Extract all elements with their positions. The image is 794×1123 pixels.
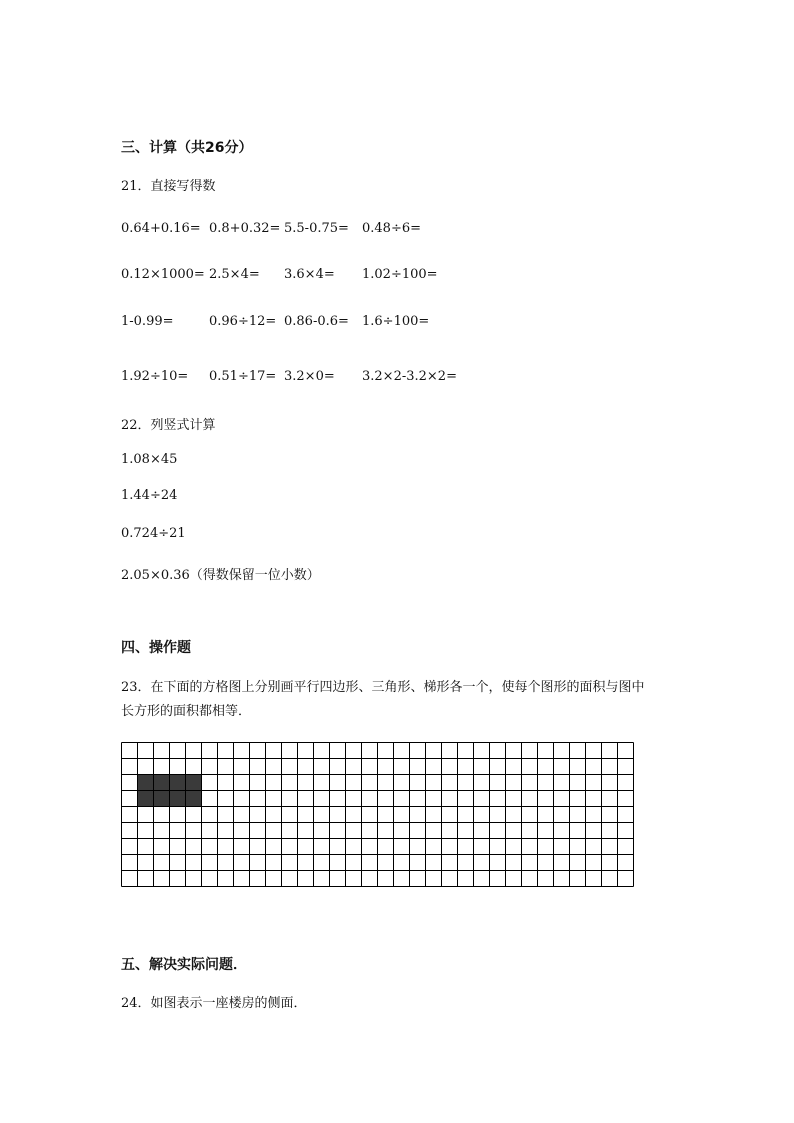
q21-item: 0.86-0.6= [284, 314, 349, 329]
q21-item: 1.02÷100= [362, 267, 438, 282]
q22-item: 1.08×45 [121, 452, 178, 467]
square-grid [121, 742, 635, 889]
section-5-heading: 五、解决实际问题． [121, 957, 247, 973]
q21-item: 0.8+0.32= [209, 221, 281, 236]
q21-item: 0.51÷17= [209, 369, 277, 384]
q21-item: 0.48÷6= [362, 221, 422, 236]
question-22-prompt: 22．列竖式计算 [121, 418, 216, 433]
q21-item: 1-0.99= [121, 314, 174, 329]
question-21-prompt: 21．直接写得数 [121, 179, 216, 194]
question-23-line-2: 长方形的面积都相等． [121, 704, 252, 719]
question-24-prompt: 24．如图表示一座楼房的侧面． [121, 996, 307, 1011]
section-3-heading: 三、计算（共26分） [121, 140, 253, 156]
q21-item: 1.92÷10= [121, 369, 189, 384]
q21-item: 3.2×0= [284, 369, 335, 384]
section-4-heading: 四、操作题 [121, 640, 191, 656]
q21-item: 5.5-0.75= [284, 221, 349, 236]
q21-item: 0.12×1000= [121, 267, 205, 282]
question-23-line-1: 23．在下面的方格图上分别画平行四边形、三角形、梯形各一个，使每个图形的面积与图中 [121, 680, 645, 695]
q21-item: 0.96÷12= [209, 314, 277, 329]
q22-item: 2.05×0.36（得数保留一位小数） [121, 568, 320, 583]
q22-item: 1.44÷24 [121, 488, 178, 503]
q21-item: 3.6×4= [284, 267, 335, 282]
q22-item: 0.724÷21 [121, 526, 186, 541]
q21-item: 2.5×4= [209, 267, 260, 282]
q21-item: 3.2×2-3.2×2= [362, 369, 457, 384]
q21-item: 1.6÷100= [362, 314, 430, 329]
q21-item: 0.64+0.16= [121, 221, 201, 236]
